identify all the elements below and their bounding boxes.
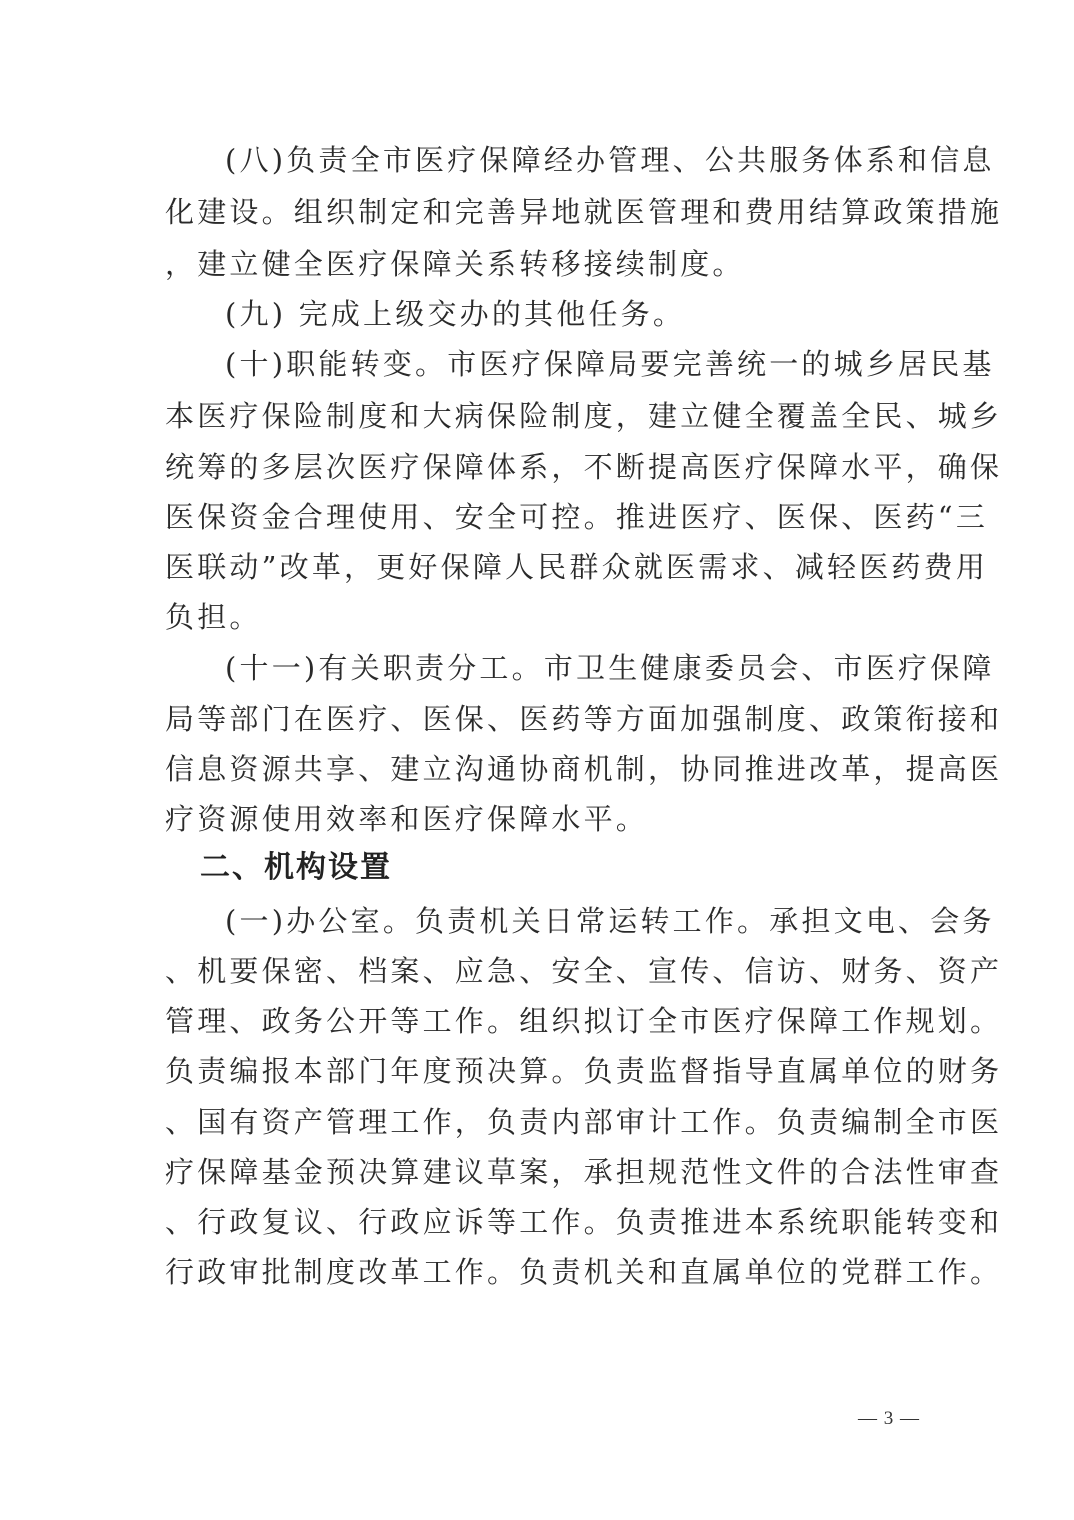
paragraph-line: 局等部门在医疗、医保、医药等方面加强制度、政策衔接和	[165, 702, 1003, 736]
paragraph-line: 负担。	[165, 600, 262, 634]
section-heading: 二、机构设置	[200, 850, 392, 885]
paragraph-line: 信息资源共享、建立沟通协商机制，协同推进改革，提高医	[165, 752, 1003, 786]
paragraph-line: 化建设。组织制定和完善异地就医管理和费用结算政策措施	[165, 195, 1003, 229]
paragraph-line: 、机要保密、档案、应急、安全、宣传、信访、财务、资产	[165, 954, 1003, 988]
paragraph-line: 、行政复议、行政应诉等工作。负责推进本系统职能转变和	[165, 1205, 1003, 1239]
paragraph-line: ，建立健全医疗保障关系转移接续制度。	[165, 247, 745, 281]
paragraph-line: 本医疗保险制度和大病保险制度，建立健全覆盖全民、城乡	[165, 399, 1003, 433]
paragraph-line: 统筹的多层次医疗保障体系，不断提高医疗保障水平，确保	[165, 450, 1003, 484]
paragraph-line: 负责编报本部门年度预决算。负责监督指导直属单位的财务	[165, 1054, 1003, 1088]
paragraph-line: 医联动”改革，更好保障人民群众就医需求、减轻医药费用	[165, 550, 989, 584]
paragraph-line: 管理、政务公开等工作。组织拟订全市医疗保障工作规划。	[165, 1004, 1003, 1038]
paragraph-line: (一)办公室。负责机关日常运转工作。承担文电、会务	[225, 904, 995, 938]
paragraph-line: (八)负责全市医疗保障经办管理、公共服务体系和信息	[225, 143, 995, 177]
paragraph-line: 行政审批制度改革工作。负责机关和直属单位的党群工作。	[165, 1255, 1003, 1289]
paragraph-line: 医保资金合理使用、安全可控。推进医疗、医保、医药“三	[165, 500, 989, 534]
paragraph-line: (十)职能转变。市医疗保障局要完善统一的城乡居民基	[225, 347, 995, 381]
paragraph-line: (十一)有关职责分工。市卫生健康委员会、市医疗保障	[225, 651, 995, 685]
paragraph-line: 、国有资产管理工作，负责内部审计工作。负责编制全市医	[165, 1105, 1003, 1139]
paragraph-line: 疗保障基金预决算建议草案，承担规范性文件的合法性审查	[165, 1155, 1003, 1189]
paragraph-line: 疗资源使用效率和医疗保障水平。	[165, 802, 649, 836]
paragraph-line: (九) 完成上级交办的其他任务。	[225, 297, 686, 331]
page-number: — 3 —	[858, 1408, 920, 1429]
